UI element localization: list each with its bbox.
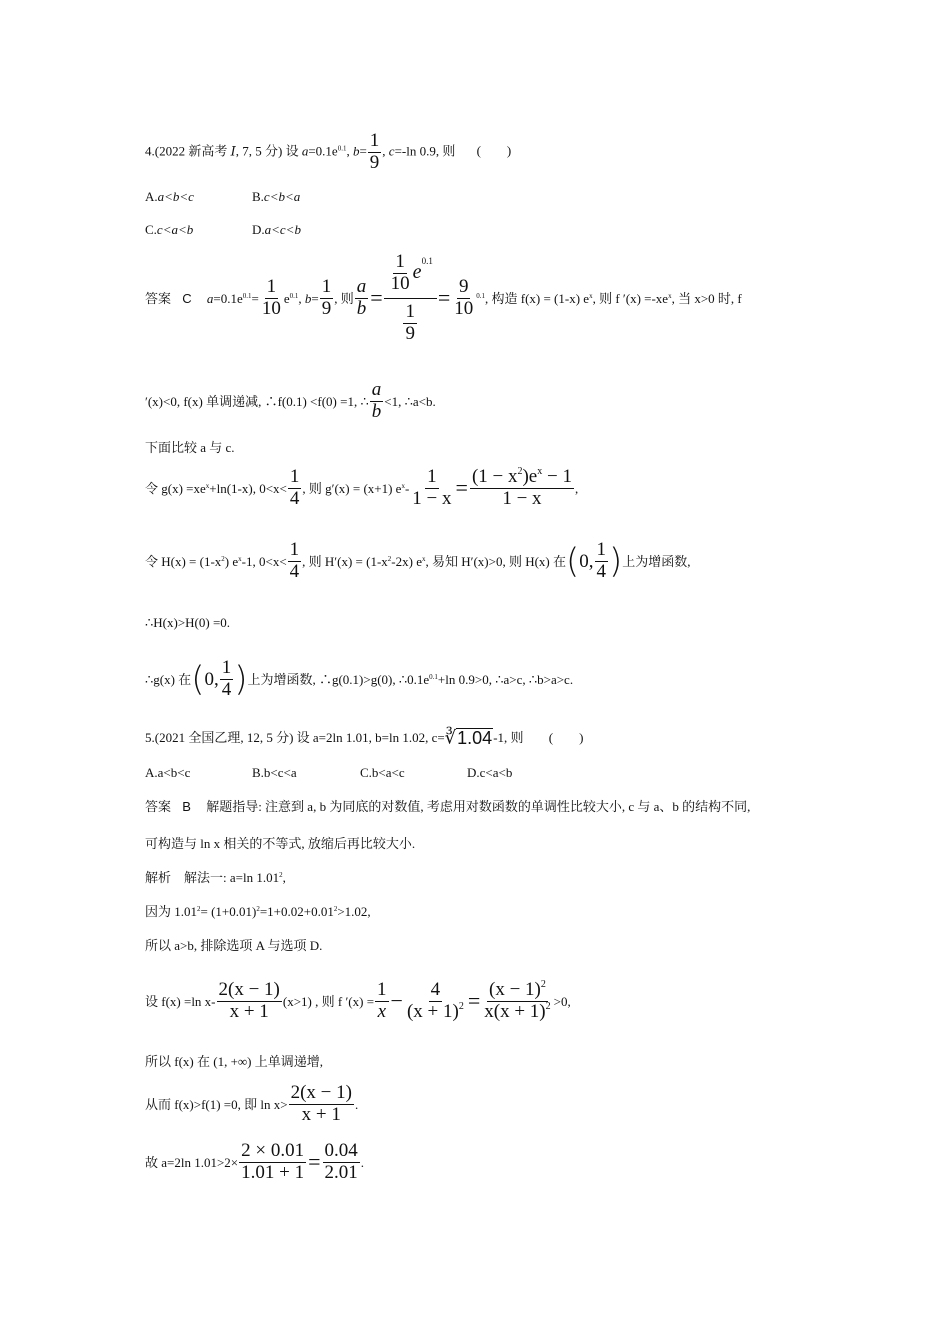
q4-one-over-1mx: $\frac{1}{1 - x}$ bbox=[412, 466, 452, 509]
q4-roman: Ⅰ bbox=[230, 143, 236, 159]
q4-b-fraction: $\frac{1}{9}$ bbox=[369, 130, 380, 173]
q4-source-text: 4.(2022 新高考 bbox=[145, 143, 231, 159]
q5-so: 所以 a>b, 排除选项 A 与选项 D. bbox=[145, 938, 323, 953]
q5-option-a: A.a<b<c bbox=[145, 765, 191, 780]
q4-blank: ( ) bbox=[476, 143, 512, 159]
q4-g-prime-fraction: $\frac{(1 - x^2)e^x - 1}{1 - x}$ bbox=[471, 466, 572, 509]
q4-source-rest: , 7, 5 分) 设 bbox=[235, 143, 302, 159]
q5-analysis: 解析 解法一: a=ln 1.01$^2$, bbox=[145, 870, 286, 885]
q4-compare-text: 下面比较 a 与 c. bbox=[145, 440, 235, 455]
q5-hence: 故 a=2ln 1.01>2× $\frac{2 \times 0.01}{1.01 + 1}$ = $\frac{0.04}{2.01}$ . bbox=[145, 1140, 365, 1183]
q4-H-conclusion: ∴H(x)>H(0) =0. bbox=[145, 615, 231, 630]
q5-radicand: 1.04 bbox=[457, 728, 493, 748]
q5-2xm1-over-xp1-2: $\frac{2(x - 1)}{x + 1}$ bbox=[290, 1082, 352, 1125]
q4-complex-fraction: $\frac{1}{10}$ $e^{0.1}$ $\frac{1}{9}$ bbox=[384, 252, 437, 345]
q4-a-over-b: $\frac{a}{b}$ bbox=[356, 275, 367, 319]
q5-blank: ( ) bbox=[548, 730, 584, 745]
q4-option-b: B.c<b<a bbox=[252, 189, 301, 204]
q4-option-a: A.a<b<c bbox=[145, 189, 194, 204]
q5-2xm1-over-xp1: $\frac{2(x - 1)}{x + 1}$ bbox=[218, 979, 280, 1022]
q4-sep2: , bbox=[382, 143, 389, 159]
q4-nine-tenths: $\frac{9}{10}$ bbox=[454, 275, 474, 319]
q4-option-c: C.c<a<b bbox=[145, 222, 194, 237]
q4-quarter-2: $\frac{1}{4}$ bbox=[289, 539, 300, 582]
answer-letter: B bbox=[182, 799, 191, 814]
q5-stem: 5.(2021 全国乙理, 12, 5 分) 设 a=2ln 1.01, b=ln 1.02, c=∛1.04-1, 则 ( ) bbox=[145, 727, 584, 748]
q4-stem: 4.(2022 新高考 Ⅰ, 7, 5 分) 设 $a=0.1e^{0.1}$, b= $\frac{1}{9}$ , c=-ln 0.9, 则 ( ) bbox=[145, 130, 512, 173]
q4-g-increasing: ∴g(x) 在(0, $\frac{1}{4}$ )上为增函数, ∴g(0.1)>g(0), $\therefore 0.1e^{0.1}+\ln$ 0.9>0, ∴a>c, ∴b>a>c. bbox=[145, 657, 574, 700]
q4-sep: , bbox=[346, 143, 353, 159]
interval-zero: 0 bbox=[579, 550, 589, 572]
q4-g-definition: 令 $g(x) =xe^x+\ln(1-x)$, 0<x< $\frac{1}{4}$ , 则 g′(x) = (x+1) $e^x-$ $\frac{1}{1 - x}$ = $\frac{(1 - x^2)e^x - 1}{1 - x}$ , bbox=[145, 466, 579, 509]
q4-a-over-b-2: $\frac{a}{b}$ bbox=[371, 379, 382, 422]
q4-H-definition: 令 $H(x) = (1-x^2)$ $e^x-1$, 0<x< $\frac{1}{4}$ , 则 $H'(x) = (1-x^2-2x)$ $e^x$, 易知 H′(x)>0, 则 H(x) 在(0, $\frac{1}{4}$ )上为增函数, bbox=[145, 539, 691, 582]
answer-label: 答案 bbox=[145, 290, 172, 306]
q5-answer-line bbox=[145, 800, 750, 813]
q4-exp: 0.1 bbox=[337, 144, 347, 153]
q4-quarter: $\frac{1}{4}$ bbox=[289, 466, 300, 509]
q4-c-def: =-ln 0.9, 则 bbox=[394, 143, 456, 159]
q4-b-eq: = bbox=[359, 143, 367, 159]
q5-f-definition: 设 f(x) =ln x- $\frac{2(x - 1)}{x + 1}$ (x>1) , 则 f ′(x) = $\frac{1}{x}$ − $\frac{4}{(x + 1)^2}$ = $\frac{(x - 1)^2}{x(x + 1)^2}$ >0, bbox=[145, 979, 571, 1022]
q5-option-b: B.b<c<a bbox=[252, 765, 297, 780]
q5-result-fraction: $\frac{0.04}{2.01}$ bbox=[324, 1140, 358, 1183]
q5-calc-fraction: $\frac{2 \times 0.01}{1.01 + 1}$ bbox=[241, 1140, 305, 1183]
q5-hint-2: 可构造与 ln x 相关的不等式, 放缩后再比较大小. bbox=[145, 836, 416, 851]
q4-interval-quarter-2: $\frac{1}{4}$ bbox=[221, 657, 232, 700]
q4-one-tenth: $\frac{1}{10}$ bbox=[261, 275, 281, 319]
q4-interval-quarter: $\frac{1}{4}$ bbox=[596, 539, 607, 582]
q4-a-def: =0.1e bbox=[308, 143, 338, 159]
q5-hint: 解题指导: 注意到 a, b 为同底的对数值, 考虑用对数函数的单调性比较大小, c 与 a、b 的结构不同, bbox=[206, 799, 751, 814]
q5-fprime-fraction: $\frac{(x - 1)^2}{x(x + 1)^2}$ bbox=[484, 979, 551, 1022]
q5-one-over-x: $\frac{1}{x}$ bbox=[377, 979, 387, 1022]
q4-answer-line: 答案 C $a=0.1e^{0.1}=$ $\frac{1}{10}$ $e^{0.1}$, b= $\frac{1}{9}$ , 则 $\frac{a}{b}$ = $\frac{1}{10}$ $e^{0.1}$ $\frac{1}{9}$ = $\frac{9}{10}$ $^{0.1}$, 构造 f(x) = (1-x) $e^x$, 则 f $'(x) =-xe^x$, 当 x>0 时, f bbox=[145, 251, 742, 344]
q5-because: 因为 $1.01^2= (1+0.01)^2=1+0.02+0.01^2>1.02$, bbox=[145, 904, 371, 919]
q5-option-c: C.b<a<c bbox=[360, 765, 405, 780]
q4-derivative-negative: ′(x)<0, f(x) 单调递减, ∴f(0.1) <f(0) =1, ∴ $\frac{a}{b}$ <1, ∴a<b. bbox=[145, 379, 436, 422]
q5-monotonic: 所以 f(x) 在 (1, +∞) 上单调递增, bbox=[145, 1054, 323, 1069]
q4-one-ninth: $\frac{1}{9}$ bbox=[321, 275, 332, 319]
answer-label: 答案 bbox=[145, 799, 172, 814]
answer-letter: C bbox=[182, 290, 192, 306]
q5-thus: 从而 f(x)>f(1) =0, 即 ln x> $\frac{2(x - 1)}{x + 1}$ . bbox=[145, 1082, 359, 1125]
q4-option-d: D.a<c<b bbox=[252, 222, 301, 237]
q5-four-over-xp1sq: $\frac{4}{(x + 1)^2}$ bbox=[406, 979, 464, 1022]
q5-option-d: D.c<a<b bbox=[467, 765, 513, 780]
